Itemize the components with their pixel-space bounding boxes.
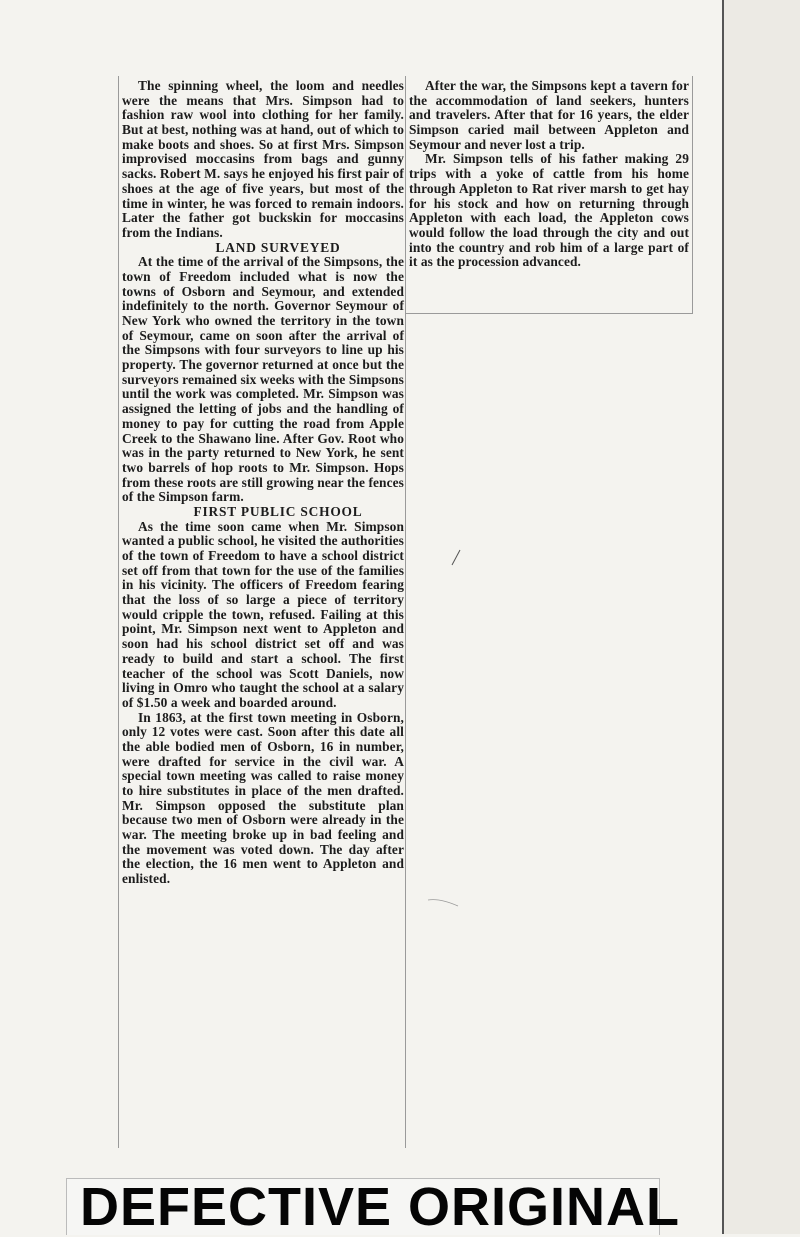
- defective-original-stamp: DEFECTIVE ORIGINAL: [80, 1177, 681, 1237]
- article-paragraph: The spinning wheel, the loom and needles were the means that Mrs. Simpson had to fashion raw wool into clothing for her family. But at best, nothing was at hand, out of which to make boots and shoes. So at first Mrs. Simpson improvised moccasins from bags and gunny sacks. Robert M. says he enjoyed his first pair of shoes at the age of five years, but most of the time in winter, he was forced to remain indoors. Later the father got buckskin for moccasins from the Indians.: [122, 78, 404, 240]
- article-right-column: [409, 79, 689, 270]
- column-rule-right: [692, 76, 693, 314]
- scan-scratch-marks: [400, 520, 520, 940]
- section-heading-land-surveyed: LAND SURVEYED: [215, 239, 341, 255]
- article-paragraph: In 1863, at the first town meeting in Osborn, only 12 votes were cast. Soon after this date all the able bodied men of Osborn, 16 in number, were drafted for service in the civil war. A special town meeting was called to raise money to hire substitutes in place of the men drafted. Mr. Simpson opposed the substitute plan because two men of Osborn were already in the war. The meeting broke up in bad feeling and the movement was voted down. The day after the election, the 16 men went to Appleton and enlisted.: [122, 709, 404, 887]
- section-heading-first-public-school: FIRST PUBLIC SCHOOL: [193, 503, 363, 519]
- page-edge-line: [722, 0, 724, 1234]
- page-margin-strip: [724, 0, 800, 1234]
- column-rule-bottom: [405, 313, 693, 314]
- column-rule-left: [118, 76, 119, 1148]
- article-paragraph: At the time of the arrival of the Simpsons, the town of Freedom included what is now the towns of Osborn and Seymour, and extended indefinitely to the north. Governor Seymour of New York who owned the territory in the town of Seymour, came on soon after the arrival of the Simpsons with four surveyors to line up his property. The governor returned at once but the surveyors remained six weeks with the Simpsons until the work was completed. Mr. Simpson was assigned the letting of jobs and the handling of money to pay for cutting the road from Apple Creek to the Shawano line. After Gov. Root who was in the party returned to New York, he sent two barrels of hop roots to Mr. Simpson. Hops from these roots are still growing near the fences of the Simpson farm.: [122, 254, 404, 505]
- article-left-column: [122, 79, 404, 887]
- article-paragraph: After the war, the Simpsons kept a tavern for the accommodation of land seekers, hunters and travelers. After that for 16 years, the elder Simpson caried mail between Appleton and Seymour and never lost a trip.: [409, 78, 689, 152]
- article-paragraph: As the time soon came when Mr. Simpson wanted a public school, he visited the authorities of the town of Freedom to have a school district set off from that town for the use of the families in his vicinity. The officers of Freedom fearing that the loss of so large a piece of territory would cripple the town, refused. Failing at this point, Mr. Simpson next went to Appleton and soon had his school district set off and was ready to build and start a school. The first teacher of the school was Scott Daniels, now living in Omro who taught the school at a salary of $1.50 a week and boarded around.: [122, 518, 404, 710]
- article-paragraph: Mr. Simpson tells of his father making 29 trips with a yoke of cattle from his home through Appleton to Rat river marsh to get hay for his stock and how on returning through Appleton with each load, the Appleton cows would follow the load through the city and out into the country and rob him of a large part of it as the procession advanced.: [409, 151, 689, 270]
